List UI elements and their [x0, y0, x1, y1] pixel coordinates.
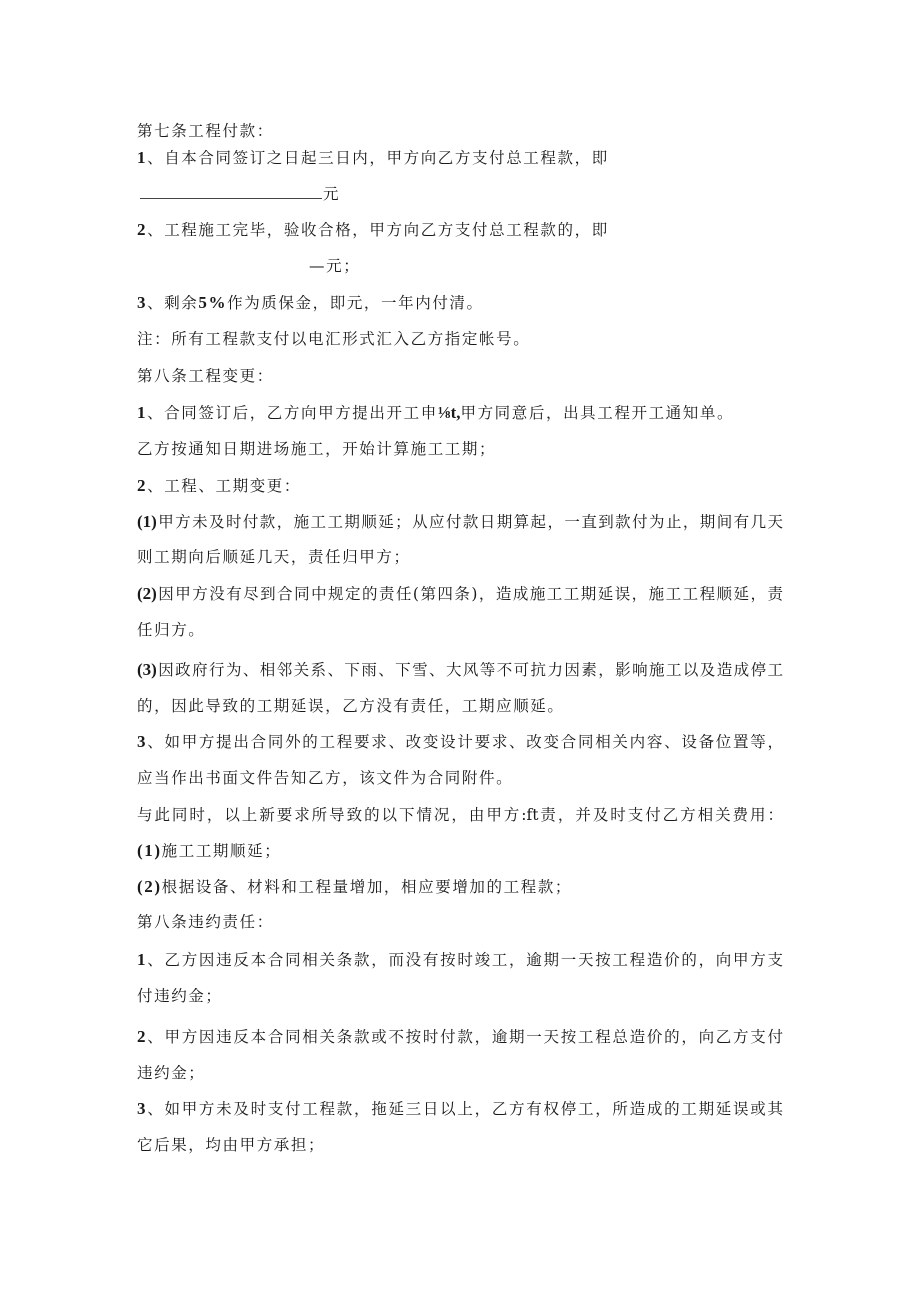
changes-item-1-cont — [137, 439, 783, 459]
section-heading-payment — [137, 121, 783, 141]
item-number: (1) — [137, 841, 162, 860]
payment-item-2 — [137, 220, 783, 240]
item-text: 乙方按通知日期进场施工，开始计算施工工期； — [137, 440, 497, 458]
currency-suffix: 元 — [323, 185, 341, 203]
item-text: 因甲方没有尽到合同中规定的责任(第四条)，造成施工工期延误，施工工程顺延，责 — [156, 585, 783, 603]
item-number: 3 — [137, 1099, 146, 1118]
payment-item-2-amount — [309, 256, 360, 276]
amount-blank-field — [140, 184, 322, 199]
heading-text: 第八条违约责任： — [137, 913, 274, 931]
changes-item-1 — [137, 403, 783, 423]
item-text: 根据设备、材料和工程量增加，相应要增加的工程款； — [161, 878, 573, 896]
breach-item-1 — [137, 950, 783, 970]
payment-item-1-amount — [137, 184, 783, 204]
garbled-text: ⅛t, — [437, 403, 461, 422]
item-number: (2) — [137, 877, 162, 896]
heading-text: 第八条工程变更： — [137, 367, 274, 385]
section-heading-breach — [137, 912, 783, 932]
changes-sub-3-cont — [137, 696, 783, 716]
item-text: 甲方未及时付款，施工工期顺延；从应付款日期算起，一直到款付为止，期间有几天 — [156, 513, 783, 531]
item-text: 任归方。 — [137, 621, 206, 639]
item-text: 甲方同意后，出具工程开工通知单。 — [460, 404, 735, 422]
changes-sub-2-cont — [137, 620, 783, 640]
item-text: 作为质保金，即元，一年内付清。 — [227, 294, 484, 312]
item-text: 付违约金； — [137, 987, 223, 1005]
item-text: 、如甲方提出合同外的工程要求、改变设计要求、改变合同相关内容、设备位置等， — [145, 733, 783, 751]
item-number: 1 — [137, 950, 146, 969]
item-number: 1 — [137, 403, 148, 422]
currency-suffix: —元； — [309, 257, 361, 275]
item-text: 它后果，均由甲方承担； — [137, 1136, 326, 1154]
item-number: 2 — [137, 476, 148, 495]
item-text: 、工程施工完毕，验收合格，甲方向乙方支付总工程款的，即 — [147, 221, 609, 239]
item-number: (3) — [137, 660, 157, 679]
item-text: 违约金； — [137, 1064, 206, 1082]
changes-sub-1 — [137, 512, 783, 532]
item-text: 、乙方因违反本合同相关条款，而没有按时竣工，逾期一天按工程造价的，向甲方支 — [145, 951, 783, 969]
item-text: 、工程、工期变更： — [147, 477, 302, 495]
item-text: 则工期向后顺延几天，责任归甲方； — [137, 548, 411, 566]
item-number: 3 — [137, 293, 148, 312]
changes-item-3 — [137, 732, 783, 752]
item-text: 因政府行为、相邻关系、下雨、下雪、大风等不可抗力因素，影响施工以及造成停工 — [156, 661, 783, 679]
changes-sub-1-cont — [137, 547, 783, 567]
note-text: 注：所有工程款支付以电汇形式汇入乙方指定帐号。 — [137, 330, 531, 348]
breach-item-2-cont — [137, 1063, 783, 1083]
item-text: 、剩余 — [147, 294, 199, 312]
item-text: 与此同时，以上新要求所导致的以下情况，由甲方:ft责，并及时支付乙方相关费用： — [137, 806, 783, 824]
item-number: (2) — [137, 584, 157, 603]
changes-item-3-cont — [137, 768, 783, 788]
item-number: 1 — [137, 148, 148, 167]
retention-percent: 5% — [198, 293, 228, 312]
heading-text: 第七条工程付款： — [137, 122, 274, 140]
item-text: 的，因此导致的工期延误，乙方没有责任，工期应顺延。 — [137, 697, 565, 715]
changes-consequence-2 — [137, 877, 783, 897]
breach-item-3 — [137, 1099, 783, 1119]
item-text: 、甲方因违反本合同相关条款或不按时付款，逾期一天按工程总造价的，向乙方支付 — [145, 1028, 783, 1046]
changes-sub-3 — [137, 660, 783, 680]
breach-item-1-cont — [137, 986, 783, 1006]
payment-item-3 — [137, 293, 783, 313]
item-text: 施工工期顺延； — [161, 842, 282, 860]
changes-consequence-1 — [137, 841, 783, 861]
breach-item-3-cont — [137, 1135, 783, 1155]
item-text: 应当作出书面文件告知乙方，该文件为合同附件。 — [137, 769, 514, 787]
breach-item-2 — [137, 1027, 783, 1047]
item-text: 、如甲方未及时支付工程款，拖延三日以上，乙方有权停工，所造成的工期延误或其 — [145, 1100, 783, 1118]
item-number: 3 — [137, 732, 146, 751]
item-number: 2 — [137, 1027, 146, 1046]
payment-item-1 — [137, 148, 783, 168]
item-number: (1) — [137, 512, 157, 531]
item-text: 、自本合同签订之日起三日内，甲方向乙方支付总工程款，即 — [147, 149, 609, 167]
payment-note — [137, 329, 783, 349]
item-text: 、合同签订后，乙方向甲方提出开工申 — [147, 404, 438, 422]
changes-consequence — [137, 805, 783, 825]
item-number: 2 — [137, 220, 148, 239]
section-heading-changes — [137, 366, 783, 386]
changes-item-2 — [137, 476, 783, 496]
changes-sub-2 — [137, 584, 783, 604]
